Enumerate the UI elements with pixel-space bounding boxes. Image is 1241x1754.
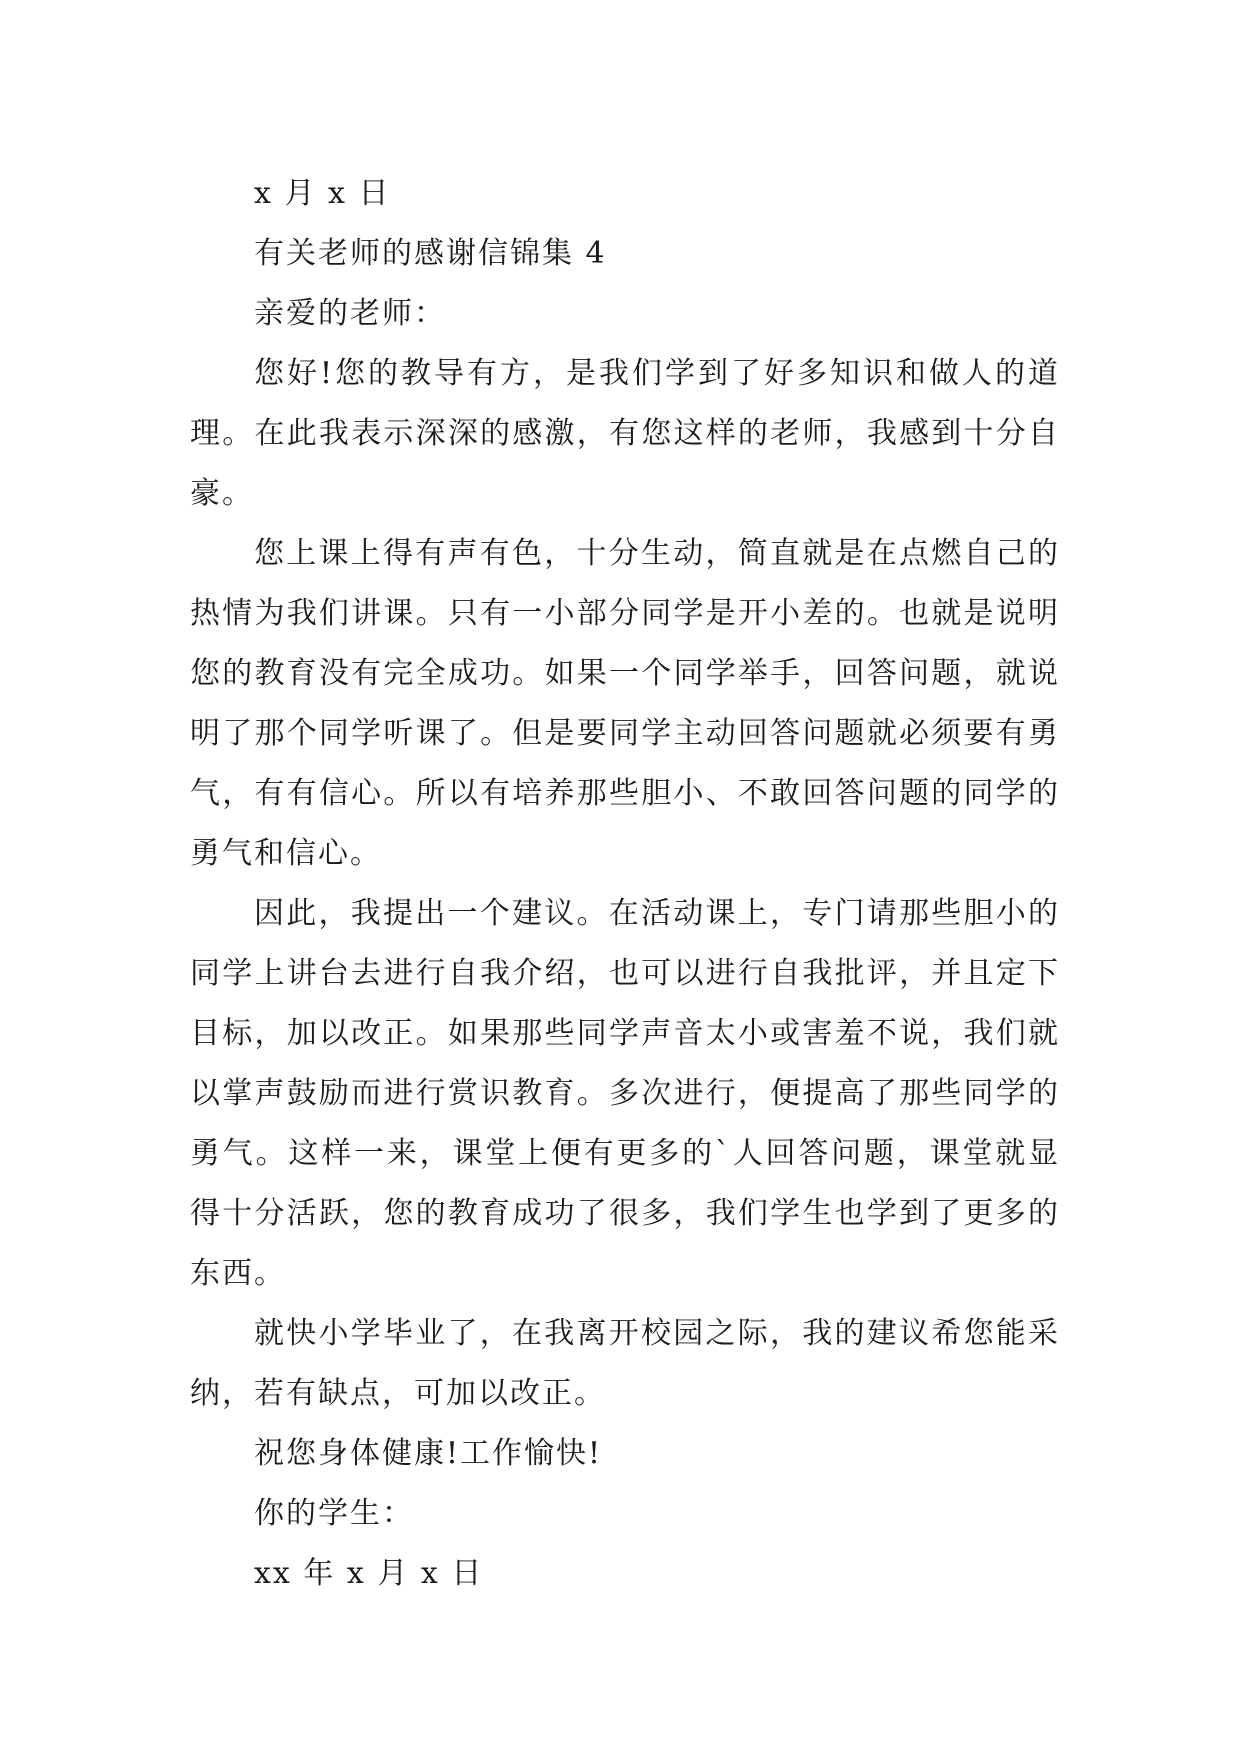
salutation: 亲爱的老师： [254,296,446,331]
body-paragraph-3: 因此，我提出一个建议。在活动课上，专门请那些胆小的同学上讲台去进行自我介绍，也可以进行自我批评，并且定下目标，加以改正。如果那些同学声音太小或害羞不说，我们就以掌声鼓励而进行赏识教育。多次进行，便提高了那些同学的勇气。这样一来，课堂上便有更多的`人回答问题，课堂就显得十分活跃，您的教育成功了很多，我们学生也学到了更多的东西。 [190,896,1060,1291]
letter-title: 有关老师的感谢信锦集 4 [254,236,607,271]
body-paragraph-2: 您上课上得有声有色，十分生动，简直就是在点燃自己的热情为我们讲课。只有一小部分同学是开小差的。也就是说明您的教育没有完全成功。如果一个同学举手，回答问题，就说明了那个同学听课了。但是要同学主动回答问题就必须要有勇气，有有信心。所以有培养那些胆小、不敢回答问题的同学的勇气和信心。 [190,536,1060,871]
body-paragraph-1: 您好!您的教导有方，是我们学到了好多知识和做人的道理。在此我表示深深的感激，有您这样的老师，我感到十分自豪。 [190,356,1060,511]
closing-wish: 祝您身体健康!工作愉快! [254,1436,603,1471]
signature: 你的学生： [254,1496,414,1531]
letter-page [190,164,1060,1604]
body-paragraph-4: 就快小学毕业了，在我离开校园之际，我的建议希您能采纳，若有缺点，可加以改正。 [190,1316,1060,1411]
previous-letter-date: x 月 x 日 [254,176,391,211]
letter-date: xx 年 x 月 x 日 [254,1556,484,1591]
